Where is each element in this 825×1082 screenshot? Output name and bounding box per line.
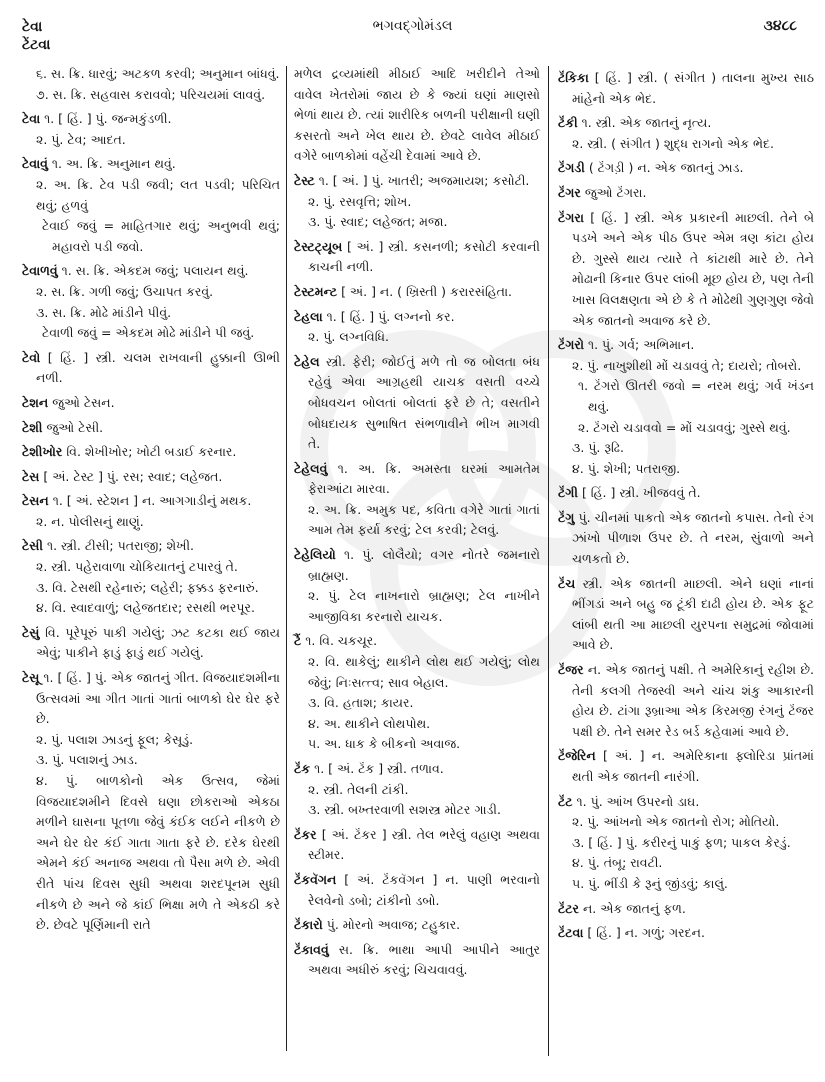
headword: ટેસી <box>22 538 43 554</box>
definition-text: ૧. [ હિં. ] પું. જન્મકુંડળી. <box>40 111 172 127</box>
definition-text: જુઓ ટૅંગરા. <box>580 184 647 200</box>
definition-text: ૧. વિ. ચકચૂર. <box>301 633 378 649</box>
dictionary-entry <box>558 483 814 504</box>
sense-line <box>22 557 280 578</box>
sense-line <box>558 833 814 854</box>
definition-text: જુઓ ટેસન. <box>48 394 115 410</box>
sense-line <box>22 771 280 936</box>
definition-text: ટેવાઈ જવું = માહિતગાર થવું; અનુભવી થવું; મહાવરો પડી જવો. <box>42 218 280 254</box>
headword: ટૅંગર <box>558 184 581 200</box>
sense-line <box>22 512 280 533</box>
column-1 <box>22 64 280 936</box>
dictionary-entry <box>294 940 540 981</box>
headword: ટૅંટ <box>558 793 573 809</box>
sense-line <box>22 85 280 106</box>
headword: ટૅંચ <box>558 575 576 591</box>
dictionary-entry <box>558 183 814 204</box>
definition-text: ૧. [ અં. ] પું. ખાતરી; અજમાયશ; કસોટી. <box>314 172 530 188</box>
dictionary-entry <box>558 113 814 134</box>
definition-text: ૩. પું. પલાશનું ઝાડ. <box>36 752 138 768</box>
dictionary-entry <box>294 237 540 278</box>
column-divider <box>548 66 549 1056</box>
dictionary-entry <box>294 459 540 500</box>
headword: ટેવાવું <box>22 156 48 172</box>
definition-text: પું. ચીનમાં પાકતો એક જાતનો કપાસ. તેનો રંગ ઝાંખો પીળાશ ઉપર છે. તે નરમ, સુંવાળો અને ચળકતો છે. <box>572 509 814 567</box>
definition-text: [ હિં. ] સ્ત્રી. ખીજવવું તે. <box>577 485 701 501</box>
definition-text: સ્ત્રી. એક જાતની માછલી. એને ઘણાં નાનાં ભીંગડાં અને બહુ જ ટૂંકી દાઢી હોય છે. એક ફૂટ લાંબી થતી આ માછલી યુરપના સમુદ્રમાં જોવામાં આવે છે. <box>572 575 814 653</box>
definition-text: ૩. સ્ત્રી. બખ્તરવાળી સશસ્ત્ર મોટર ગાડી. <box>308 802 501 818</box>
dictionary-entry <box>294 631 540 652</box>
definition-text: ( ટૅંગડ઼ી ) ન. એક જાતનું ઝાડ. <box>584 160 744 176</box>
idiom-line <box>558 418 814 439</box>
definition-text: ૧. પું. ગર્વ; અભિમાન. <box>584 337 695 353</box>
definition-text: ૨. પું. આંખનો એક જાતનો રોગ; મોતિયો. <box>572 814 780 830</box>
dictionary-entry <box>22 261 280 282</box>
column-2 <box>294 64 540 981</box>
definition-text: સ્ત્રી. ફેરી; જોઈતું મળે તો જ બોલતા બંધ રહેવું એવા આગ્રહથી યાચક વસતી વચ્ચે બોધવચન બોલતાં બોલતાં ફરે છે તે; વસતીને બોધદાયક સુભાષિત સંભળાવીને ભીખ માગવી તે. <box>308 353 540 452</box>
dictionary-entry <box>294 759 540 780</box>
sense-line <box>558 438 814 459</box>
dictionary-entry <box>294 171 540 192</box>
definition-text: ૨. વિ. થાકેલું; થાકીને લોથ થઈ ગયેલું; લોથ જેવું; નિઃસત્ત્વ; સાવ બેહાલ. <box>308 654 540 690</box>
column-3 <box>558 64 814 944</box>
headword: ટેવો <box>22 349 41 365</box>
definition-text: ૨. પું. લગ્નવિધિ. <box>308 329 390 345</box>
dictionary-entry <box>558 335 814 356</box>
definition-text: વિ. શેખીખોર; ખોટી બડાઈ કરનાર. <box>62 444 237 460</box>
headword: ટેશી <box>22 419 43 435</box>
definition-text: ૫. અ. ધાક કે બીકનો અવાજ. <box>308 736 461 752</box>
headword: ટૅંકારો <box>294 917 323 933</box>
headword: ટેસ્ટમન્ટ <box>294 283 338 299</box>
column-divider <box>286 66 287 1051</box>
dictionary-entry <box>22 623 280 664</box>
headword: ટૅંગરો <box>558 337 584 353</box>
headword: ટૅંકાવવું <box>294 941 329 957</box>
headword: ટેવાળવું <box>22 263 58 279</box>
definition-text: ટેવાળી જવું = એકદમ મોઢે માંડીને પી જવું. <box>42 325 255 341</box>
sense-line <box>22 578 280 599</box>
headword: ટૅંક <box>294 761 311 776</box>
sense-line <box>22 130 280 151</box>
dictionary-entry <box>558 208 814 332</box>
headword: ટૅંજર <box>558 662 584 678</box>
dictionary-entry <box>22 491 280 512</box>
definition-text: ૬. સ. ક્રિ. ધારવું; અટકળ કરવી; અનુમાન બાંધવું. <box>36 66 280 81</box>
page-title: ભગવદ્ગોમંડલ <box>372 18 453 34</box>
definition-text: ૧. પું. લોલૈયો; વગર નોતરે જમનારો બ્રાહ્મણ. <box>308 547 540 583</box>
headword: ટેવા <box>22 111 41 127</box>
definition-text: ૭. સ. ક્રિ. સહવાસ કરાવવો; પરિચયમાં લાવવું. <box>36 86 266 102</box>
idiom-line <box>22 323 280 344</box>
definition-text: ૩. વિ. ટેસથી રહેનારું; લહેરી; ફક્કડ ફરનારું. <box>36 579 259 595</box>
definition-text: ૫. પું. ભીંડી કે રૂનું જીંડવું; કાલું. <box>572 875 728 891</box>
sense-line <box>294 64 540 167</box>
sense-line <box>294 192 540 213</box>
definition-text: ૪. પું. બાળકોનો એક ઉત્સવ, જેમાં વિજયાદશમીને દિવસે ઘણા છોકરાઓ એકઠા મળીને ઘાસના પૂતળા જેવું કંઈક લઈને નીકળે છે અને ઘેર ઘેર કંઈ ગાતા ગાતા ફરે છે. દરેક ઘેરથી એમને કંઈ અનાજ અથવા તો પૈસા મળે છે. એવી રીતે પાંચ દિવસ સુધી અથવા શરદપૂનમ સુધી નીકળે છે અને જે કાંઈ ભિક્ષા મળે તે એકઠી કરે છે. છેવટે પૂર્ણિમાની રાતે <box>36 773 280 933</box>
definition-text: [ અં. ] સ્ત્રી. કસનળી; કસોટી કરવાની કાચની નળી. <box>308 238 540 275</box>
headword: ટૅંકર <box>294 826 317 842</box>
headword: ટૅંજેરિન <box>558 748 596 764</box>
definition-text: ૨. સ. ક્રિ. ગળી જવું; ઉચાપત કરવું. <box>36 283 214 299</box>
idiom-line <box>22 216 280 257</box>
definition-text: ૧. ટૅંગરો ઊતરી જવો = નરમ થવું; ગર્વ ખંડન થવું. <box>578 378 814 414</box>
definition-text: જુઓ ટેસી. <box>42 419 104 435</box>
definition-text: ૨. પું. પલાશ ઝાડનું ફૂલ; કેસૂડું. <box>36 731 194 747</box>
definition-text: ૧. સ. ક્રિ. એકદમ જવું; પલાયન થવું. <box>57 263 249 279</box>
dictionary-entry <box>558 158 814 179</box>
dictionary-entry <box>558 746 814 787</box>
definition-text: ૨. પું. નાખુશીથી મોં ચડાવવું તે; દાયરો; તોબરો. <box>572 357 802 373</box>
sense-line <box>558 853 814 874</box>
headword: ટૅંટવા <box>558 925 584 941</box>
definition-text: ૧. [ હિં. ] પું. લગ્નનો કર. <box>322 308 455 324</box>
page-number: ૩૪૮૮ <box>763 18 797 34</box>
dictionary-entry <box>558 923 814 944</box>
headword: ટૅંગી <box>558 485 578 501</box>
definition-text: ૪. વિ. સ્વાદવાળું; લહેજતદાર; રસથી ભરપૂર. <box>36 600 255 616</box>
headword: ટેસ <box>22 468 40 484</box>
definition-text: [ અં. ] ન. અમેરિકાના ફ્લોરિડા પ્રાંતમાં થતી એક જાતની નારંગી. <box>572 748 814 784</box>
dictionary-entry <box>22 467 280 488</box>
sense-line <box>294 693 540 714</box>
definition-text: ન. એક જાતનું ફળ. <box>579 900 686 916</box>
guide-word-last: ટેંટવા <box>22 37 51 53</box>
sense-line <box>294 212 540 233</box>
sense-line <box>558 812 814 833</box>
definition-text: [ હિં. ] સ્ત્રી. ચલમ રાખવાની હુક્કાની ઊભી નળી. <box>36 349 280 386</box>
headword: ટૅંકિકા <box>558 70 589 85</box>
definition-text: ૨. પું. રસવૃત્તિ; શોખ. <box>308 193 412 209</box>
headword: ટેહેલ <box>294 353 320 369</box>
definition-text: ૪. પું. તંબૂ; રાવટી. <box>572 855 663 871</box>
headword: ટેસ્ટ <box>294 172 315 188</box>
headword: ટેહેલવું <box>294 460 328 476</box>
definition-text: ૨. પું. ટેલ નાખનારો બ્રાહ્મણ; ટેલ નાખીને આજીવિકા કરનારો યાચક. <box>308 588 540 624</box>
dictionary-entry <box>558 899 814 920</box>
definition-text: ૨. ન. પોલીસનું થાણું. <box>36 513 144 529</box>
headword: ટેસ્ટટ્યૂબ <box>294 238 343 254</box>
headword: ટૈં <box>294 633 302 649</box>
dictionary-entry <box>558 792 814 813</box>
definition-text: ૧. અ. ક્રિ. અમસ્તા ઘરમાં આમતેમ ફેરાઆંટા મારવા. <box>308 460 540 497</box>
guide-word-first: ટેવા <box>22 19 43 35</box>
dictionary-entry <box>22 418 280 439</box>
definition-text: ૧. [ હિં. ] પું. એક જાતનું ગીત. વિજયાદશમીના ઉત્સવમાં આ ગીત ગાતાં ગાતાં બાળકો ઘેર ઘેર ફરે છે. <box>36 670 280 727</box>
dictionary-entry <box>294 825 540 866</box>
definition-text: ૨. ટૅંગરો ચડાવવો = મોં ચડાવવું; ગુસ્સે થવું. <box>578 419 791 435</box>
definition-text: [ અં. ટૅંકવૅગન ] ન. પાણી ભરવાનો રેલવેનો ડબો; ટાંકીનો ડબો. <box>308 871 540 908</box>
headword: ટૅંકવૅગન <box>294 871 337 887</box>
headword: ટેસૂ <box>22 670 40 686</box>
sense-line <box>22 598 280 619</box>
headword: ટૅંગરા <box>558 209 584 225</box>
definition-text: ૧. [ અં. ટૅંક ] સ્ત્રી. તળાવ. <box>310 761 444 776</box>
headword: ટૅંકી <box>558 115 578 131</box>
sense-line <box>294 652 540 693</box>
idiom-line <box>558 376 814 417</box>
definition-text: ૧. અ. ક્રિ. અનુમાન થવું. <box>47 156 176 172</box>
sense-line <box>294 800 540 821</box>
headword: ટેહેલિયો <box>294 547 336 563</box>
definition-text: [ અં. ટેસ્ટ ] પું. રસ; સ્વાદ; લહેજત. <box>39 468 223 484</box>
sense-line <box>22 175 280 216</box>
definition-text: [ હિં. ] ન. ગળું; ગરદન. <box>583 925 705 941</box>
dictionary-entry <box>294 915 540 936</box>
definition-text: [ અં. ] ન. ( ખ્રિસ્તી ) કરારસંહિતા. <box>337 283 512 299</box>
dictionary-entry <box>294 870 540 911</box>
definition-text: ન. એક જાતનું પક્ષી. તે અમેરિકાનું રહીશ છે. તેની કલગી તેજસ્વી અને ચાંચ શંકુ આકારની હોય છે. ટાંગા રૂબ્રાઆ એક કિરમજી રંગનું ટૅંજર પક્ષી છે. તેને સમર રેડ બર્ડ કહેવામાં આવે છે. <box>572 662 814 739</box>
dictionary-entry <box>294 545 540 586</box>
definition-text: ૪. અ. થાકીને લોથપોથ. <box>308 715 431 731</box>
sense-line <box>558 134 814 155</box>
dictionary-entry <box>558 508 814 570</box>
headword: ટેહલા <box>294 308 323 324</box>
dictionary-entry <box>22 393 280 414</box>
sense-line <box>294 500 540 541</box>
dictionary-entry <box>22 536 280 557</box>
headword: ટૅંગડી <box>558 160 585 176</box>
definition-text: ૩. પું. રૂઢિ. <box>572 440 624 456</box>
definition-text: વિ. પૂરેપૂરું પાકી ગયેલું; ઝટ કટકા થઈ જાય એવું; પાકીને ફાડું ફાડું થઈ ગયેલું. <box>36 624 280 661</box>
definition-text: [ હિં. ] સ્ત્રી. ( સંગીત ) તાલના મુખ્ય સાઠ માંહેનો એક ભેદ. <box>572 70 814 106</box>
dictionary-entry <box>558 68 814 109</box>
definition-text: ૩. પું. સ્વાદ; લહેજત; મજા. <box>308 214 448 230</box>
sense-line <box>22 750 280 771</box>
definition-text: ૩. સ. ક્રિ. મોઢે માંડીને પીવું. <box>36 304 172 320</box>
headword: ટૅંગુ <box>558 509 575 525</box>
definition-text: ૨. સ્ત્રી. તેલની ટાંકી. <box>308 781 409 797</box>
definition-text: ૨. સ્ત્રી. ( સંગીત ) શુદ્ધ રાગનો એક ભેદ. <box>572 135 775 151</box>
dictionary-entry <box>22 348 280 389</box>
sense-line <box>558 356 814 377</box>
definition-text: ૧. સ્ત્રી. ટીસી; પતરાજી; શેખી. <box>42 538 194 554</box>
definition-text: ૧. સ્ત્રી. એક જાતનું નૃત્ય. <box>577 115 712 131</box>
dictionary-entry <box>294 352 540 455</box>
dictionary-entry <box>22 442 280 463</box>
headword: ટેશીખોર <box>22 444 63 460</box>
headword: ટેશન <box>22 394 49 410</box>
sense-line <box>22 730 280 751</box>
headword: ટૅંટર <box>558 900 580 916</box>
sense-line <box>294 714 540 735</box>
dictionary-entry <box>22 668 280 730</box>
definition-text: [ અં. ટૅંકર ] સ્ત્રી. તેલ ભરેલું વહાણ અથવા સ્ટીમર. <box>308 826 540 863</box>
sense-line <box>558 874 814 895</box>
definition-text: ૨. અ. ક્રિ. ટેવ પડી જવી; લત પડવી; પરિચિત થવું; હળવું <box>36 176 280 213</box>
dictionary-entry <box>22 154 280 175</box>
dictionary-entry <box>558 660 814 742</box>
dictionary-entry <box>294 282 540 303</box>
sense-line <box>294 327 540 348</box>
dictionary-entry <box>558 574 814 656</box>
definition-text: પું. મોરનો અવાજ; ટહુકાર. <box>322 917 461 933</box>
sense-line <box>22 282 280 303</box>
definition-text: ૧. પું. આંખ ઉપરનો ડાઘ. <box>572 793 700 809</box>
sense-line <box>22 303 280 324</box>
definition-text: ૨. સ્ત્રી. પહેરાવાળા ચોકિયાતનું ટપારવું તે. <box>36 559 238 575</box>
definition-text: ૪. પું. શેખી; પતરાજી. <box>572 460 681 476</box>
sense-line <box>294 586 540 627</box>
definition-text: ૨. અ. ક્રિ. અમુક પદ, કવિતા વગેરે ગાતાં ગાતાં આમ તેમ ફર્યા કરવું; ટેલ કરવી; ટેલવું. <box>308 501 540 538</box>
definition-text: [ હિં. ] સ્ત્રી. એક પ્રકારની માછલી. તેને બે પડખે અને એક પીઠ ઉપર એમ ત્રણ કાંટા હોય છે. ગુસ્સે થાય ત્યારે તે કાંટાથી મારે છે. તેને મોઢાની કિનાર ઉપર લાંબી મૂછ હોય છે, પણ તેની ખાસ વિલક્ષણતા એ છે કે તે મોઢેથી ગુણગુણ જેવો એક જાતનો અવાજ કરે છે. <box>572 209 814 328</box>
sense-line <box>294 780 540 801</box>
definition-text: મળેલ દ્રવ્યમાંથી મીઠાઈ આદિ ખરીદીને તેઓ વાવેલ ખેતરોમાં જાય છે કે જ્યાં ઘણાં માણસો ભેળાં થાય છે. ત્યાં શારીરિક બળની પરીક્ષાની ઘણી કસરતો અને ખેલ થાય છે. છેવટે લાવેલ મીઠાઈ વગેરે બાળકોમાં વહેંચી દેવામાં આવે છે. <box>294 66 540 164</box>
definition-text: ૧. [ અં. સ્ટેશન ] ન. આગગાડીનું મથક. <box>48 493 252 509</box>
dictionary-entry <box>22 109 280 130</box>
definition-text: ૩. વિ. હતાશ; કાયર. <box>308 695 414 711</box>
definition-text: ૩. [ હિં. ] પું. કરીરનું પાકું ફળ; પાકલ કેરડું. <box>572 834 791 850</box>
definition-text: ૨. પું. ટેવ; આદત. <box>36 131 126 147</box>
definition-text: સ. ક્રિ. ભાથા આપી આપીને આતુર અથવા અધીરું કરવું; ચિચવાવવું. <box>308 941 540 978</box>
headword: ટેસન <box>22 493 49 509</box>
dictionary-entry <box>294 307 540 328</box>
sense-line <box>22 64 280 85</box>
sense-line <box>558 459 814 480</box>
headword: ટેસું <box>22 624 40 640</box>
sense-line <box>294 734 540 755</box>
